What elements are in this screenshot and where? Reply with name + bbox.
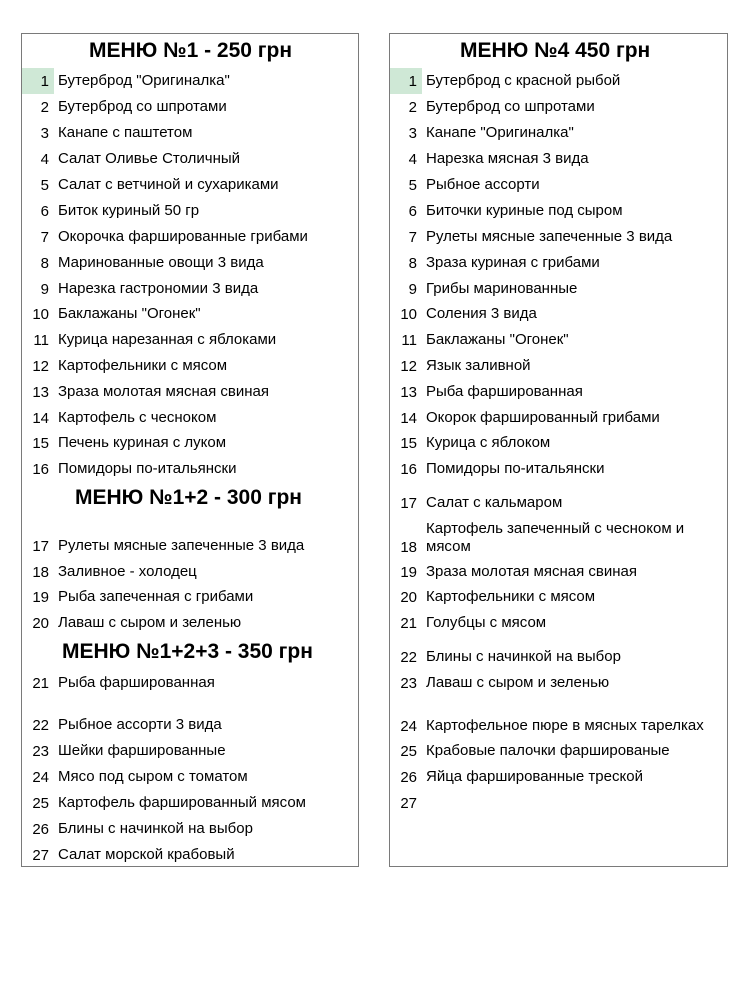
list-item: [22, 198, 199, 224]
item-text: Помидоры по-итальянски: [426, 460, 605, 477]
item-number: 5: [408, 176, 417, 194]
item-text: Салат с ветчиной и сухариками: [58, 176, 279, 193]
list-item: [22, 738, 226, 764]
item-number: 25: [400, 742, 417, 760]
item-text: Блины с начинкой на выбор: [426, 648, 621, 665]
item-number: 5: [40, 176, 49, 194]
item-text: Канапе "Оригиналка": [426, 124, 574, 141]
list-item: [22, 276, 258, 302]
item-number: 8: [40, 254, 49, 272]
item-text: Баклажаны "Огонек": [58, 305, 201, 322]
item-number: 24: [400, 718, 417, 735]
item-number: 22: [400, 648, 417, 666]
menu-4-title: МЕНЮ №4 450 грн: [460, 39, 651, 62]
item-number: 27: [400, 794, 417, 812]
item-number: 17: [400, 494, 417, 512]
list-item: [22, 533, 304, 559]
list-item: [390, 250, 600, 276]
list-item: [390, 559, 637, 585]
item-number: 25: [32, 794, 49, 812]
item-number: 22: [32, 716, 49, 734]
item-number: 19: [400, 563, 417, 581]
item-text: Нарезка гастрономии 3 вида: [58, 280, 259, 297]
menu-panel-left: [21, 33, 359, 867]
item-text: Курица с яблоком: [426, 434, 551, 451]
item-text: Голубцы с мясом: [426, 614, 547, 631]
item-text: Рыба запеченная с грибами: [58, 588, 254, 605]
item-text: Окорочка фаршированные грибами: [58, 228, 308, 245]
list-item: [390, 172, 540, 198]
list-item: [390, 490, 562, 516]
list-item: [390, 68, 620, 94]
item-text: Картофельники с мясом: [58, 357, 228, 374]
item-text: Грибы маринованные: [426, 280, 578, 297]
item-number: 19: [32, 588, 49, 606]
list-item: [22, 172, 279, 198]
item-text: Зраза молотая мясная свиная: [426, 563, 638, 580]
item-text: Шейки фаршированные: [58, 742, 226, 759]
item-number: 26: [400, 768, 417, 786]
item-text: Картофельное пюре в мясных тарелках: [426, 717, 704, 734]
item-number: 14: [400, 409, 417, 427]
list-item: [390, 146, 589, 172]
item-number: 27: [32, 846, 49, 864]
item-number: 13: [400, 383, 417, 401]
item-number: 3: [408, 124, 417, 142]
item-number: 1: [22, 68, 54, 94]
item-text: Рыбное ассорти: [426, 176, 540, 193]
menu-1-2-title: МЕНЮ №1+2 - 300 грн: [75, 486, 302, 509]
list-item: [390, 301, 537, 327]
list-item: [390, 94, 595, 120]
item-text: Биточки куриные под сыром: [426, 202, 623, 219]
item-text: Лаваш с сыром и зеленью: [58, 614, 242, 631]
list-item: [390, 327, 569, 353]
list-item: [390, 790, 426, 816]
item-number: 23: [400, 674, 417, 692]
item-text: Соления 3 вида: [426, 305, 537, 322]
menu-1-title: МЕНЮ №1 - 250 грн: [89, 39, 293, 62]
item-number: 8: [408, 254, 417, 272]
item-text: Маринованные овощи 3 вида: [58, 254, 264, 271]
list-item: [22, 301, 201, 327]
item-text: Бутерброд со шпротами: [426, 98, 595, 115]
item-number: 21: [32, 674, 49, 692]
item-number: 20: [400, 588, 417, 606]
item-text: Зраза куриная с грибами: [426, 254, 600, 271]
item-number: 18: [400, 539, 417, 556]
item-text: Рыба фаршированная: [58, 674, 215, 691]
list-item: [22, 146, 240, 172]
item-text: Бутерброд со шпротами: [58, 98, 227, 115]
list-item: [390, 610, 546, 636]
item-text: Лаваш с сыром и зеленью: [426, 674, 610, 691]
item-number: 16: [32, 460, 49, 478]
list-item: [22, 250, 264, 276]
list-item: [22, 790, 306, 816]
item-text: Картофель с чесноком: [58, 409, 217, 426]
list-item: [22, 353, 227, 379]
item-number: 2: [408, 98, 417, 116]
item-number: 18: [32, 563, 49, 581]
item-text: Картофель запеченный с чесноком и мясом: [426, 520, 685, 555]
item-number: 9: [40, 280, 49, 298]
item-text: Блины с начинкой на выбор: [58, 820, 253, 837]
item-text: Бутерброд с красной рыбой: [426, 72, 621, 89]
item-number: 15: [32, 434, 49, 452]
item-number: 3: [40, 124, 49, 142]
item-text: Рулеты мясные запеченные 3 вида: [58, 537, 305, 554]
item-text: Курица нарезанная с яблоками: [58, 331, 277, 348]
item-text: Картофель фаршированный мясом: [58, 794, 306, 811]
list-item: [22, 94, 227, 120]
item-number: 9: [408, 280, 417, 298]
list-item: [390, 353, 531, 379]
list-item: [390, 224, 672, 250]
item-number: 26: [32, 820, 49, 838]
list-item: [22, 224, 308, 250]
item-number: 17: [32, 537, 49, 555]
list-item: [22, 68, 230, 94]
item-number: 20: [32, 614, 49, 632]
list-item: [22, 327, 276, 353]
list-item: [22, 670, 215, 696]
list-item: [390, 764, 643, 790]
item-number: 11: [33, 331, 49, 349]
item-text: Крабовые палочки фаршированые: [426, 742, 670, 759]
list-item: [390, 379, 583, 405]
item-number: 12: [32, 357, 49, 375]
list-item: [390, 120, 574, 146]
list-item: [390, 584, 595, 610]
item-number: 14: [32, 409, 49, 427]
item-number: 13: [32, 383, 49, 401]
item-number: 24: [32, 768, 49, 786]
item-text: Рулеты мясные запеченные 3 вида: [426, 228, 673, 245]
list-item: [390, 430, 550, 456]
list-item: [22, 379, 269, 405]
item-text: Яйца фаршированные треской: [426, 768, 643, 785]
list-item: [390, 644, 621, 670]
item-number: 4: [408, 150, 417, 168]
item-text: Зраза молотая мясная свиная: [58, 383, 270, 400]
item-text: Окорок фаршированный грибами: [426, 409, 660, 426]
list-item: [390, 456, 605, 482]
item-number: 7: [408, 228, 417, 246]
list-item: [22, 764, 248, 790]
item-number: 16: [400, 460, 417, 478]
item-text: Биток куриный 50 гр: [58, 202, 200, 219]
list-item: [390, 405, 660, 431]
list-item: [22, 430, 226, 456]
item-number: 10: [32, 305, 49, 323]
list-item: [22, 842, 235, 868]
list-item: [22, 405, 216, 431]
item-number: 21: [400, 614, 417, 632]
list-item: [22, 456, 237, 482]
list-item: [22, 712, 222, 738]
list-item: [22, 120, 192, 146]
list-item: [22, 559, 197, 585]
list-item: [22, 816, 253, 842]
item-text: Заливное - холодец: [58, 563, 197, 580]
list-item: [390, 738, 670, 764]
item-text: Салат Оливье Столичный: [58, 150, 241, 167]
list-item: [390, 693, 716, 739]
item-number: 4: [40, 150, 49, 168]
list-item: [22, 584, 253, 610]
list-item: [390, 276, 577, 302]
item-text: Рыба фаршированная: [426, 383, 583, 400]
item-text: Помидоры по-итальянски: [58, 460, 237, 477]
item-number: 6: [408, 202, 417, 220]
item-text: Картофельники с мясом: [426, 588, 596, 605]
item-text: Бутерброд "Оригиналка": [58, 72, 230, 89]
item-number: 15: [400, 434, 417, 452]
item-text: Нарезка мясная 3 вида: [426, 150, 589, 167]
item-text: Канапе с паштетом: [58, 124, 193, 141]
item-number: 6: [40, 202, 49, 220]
item-number: 7: [40, 228, 49, 246]
item-text: Мясо под сыром с томатом: [58, 768, 248, 785]
list-item: [22, 610, 241, 636]
item-number: 10: [400, 305, 417, 323]
item-text: Салат морской крабовый: [58, 846, 235, 863]
item-number: 1: [390, 68, 422, 94]
item-text: Рыбное ассорти 3 вида: [58, 716, 222, 733]
item-text: Язык заливной: [426, 357, 531, 374]
menu-1-2-3-title: МЕНЮ №1+2+3 - 350 грн: [62, 640, 313, 663]
item-number: 11: [401, 331, 417, 349]
list-item: [390, 198, 623, 224]
menu-panel-right: [389, 33, 728, 867]
list-item: [390, 514, 716, 560]
item-text: Салат с кальмаром: [426, 494, 563, 511]
item-text: Баклажаны "Огонек": [426, 331, 569, 348]
item-number: 12: [400, 357, 417, 375]
item-number: 23: [32, 742, 49, 760]
item-number: 2: [40, 98, 49, 116]
item-text: Печень куриная с луком: [58, 434, 227, 451]
